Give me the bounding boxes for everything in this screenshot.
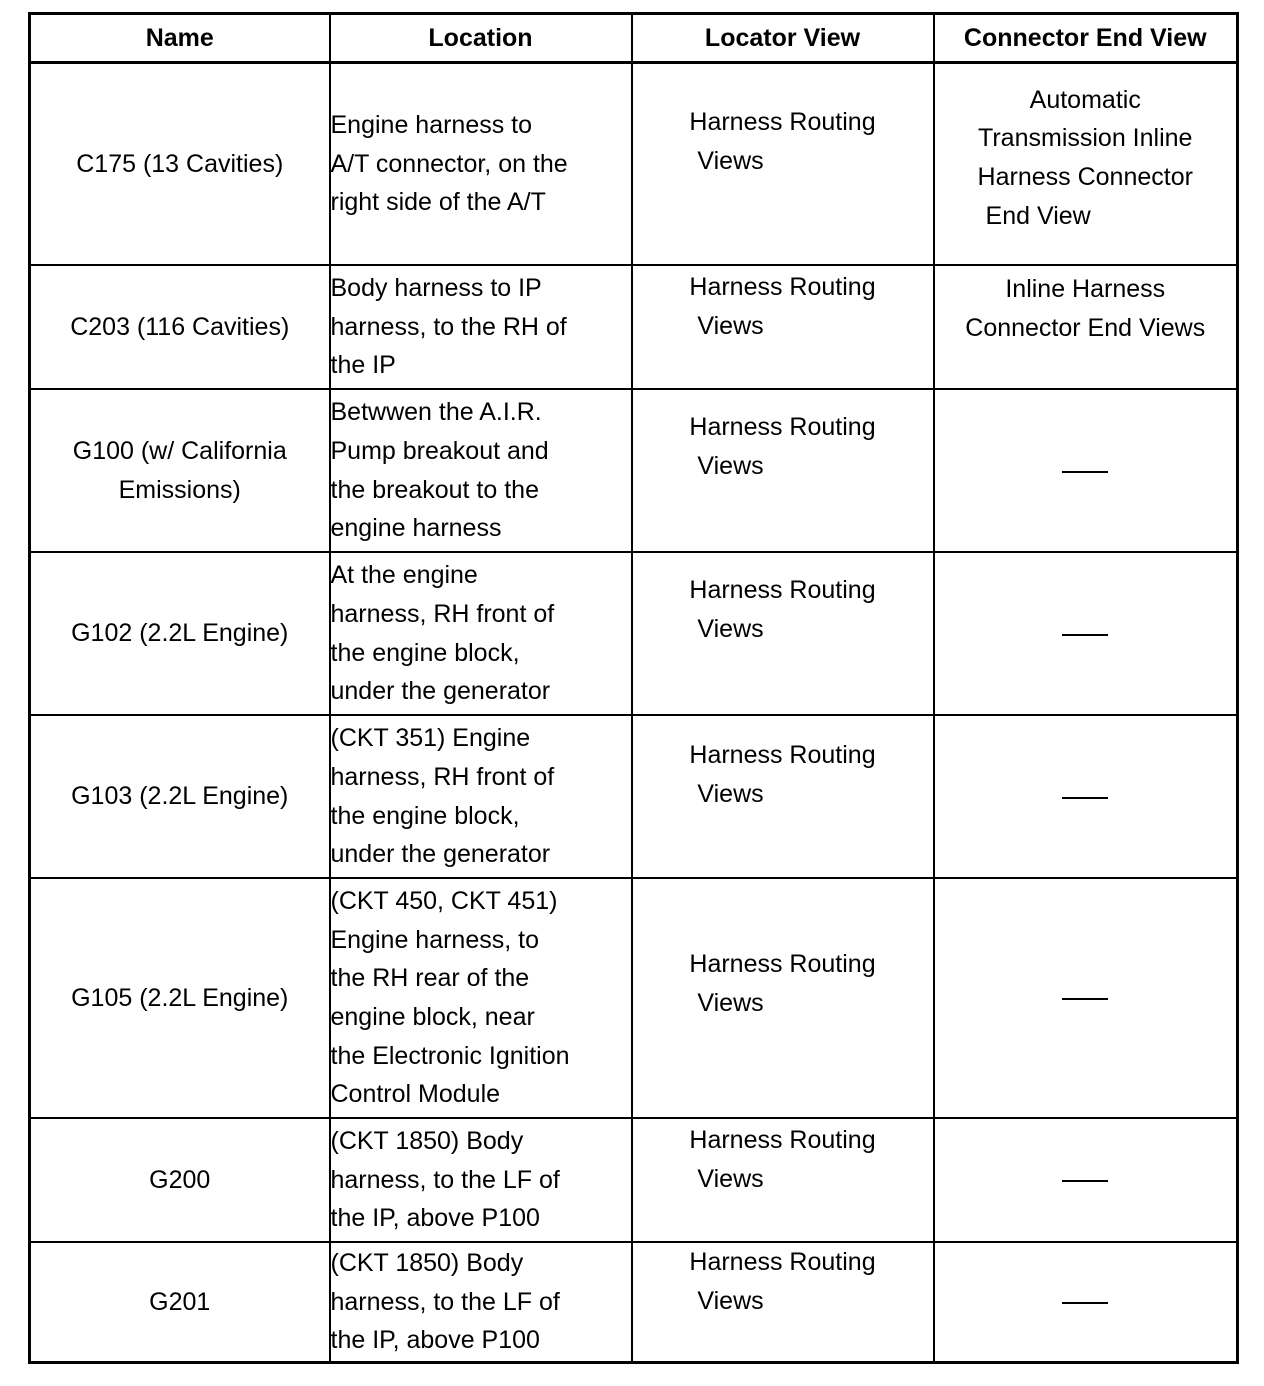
locator-view-line: Views: [697, 989, 764, 1017]
table-row: [30, 552, 1238, 715]
name-text: G102 (2.2L Engine): [71, 619, 289, 648]
location-line: (CKT 1850) Body: [330, 1126, 524, 1155]
cell-locator-view: [632, 1242, 934, 1363]
locator-view-line: Harness Routing: [689, 1126, 876, 1155]
header-locator-view: Locator View: [632, 14, 934, 63]
cell-connector-end-view: [934, 1242, 1238, 1363]
cell-locator-view: [632, 63, 934, 266]
location-line: Body harness to IP: [330, 273, 542, 302]
table-row: [30, 715, 1238, 878]
location-line: the breakout to the: [330, 475, 539, 504]
location-line: A/T connector, on the: [330, 149, 568, 178]
locator-view-line: Views: [697, 779, 764, 808]
connector-end-view-line: Transmission Inline: [978, 124, 1193, 153]
table-header-row: [30, 14, 1238, 63]
cell-locator-view: [632, 878, 934, 1118]
cell-name: [30, 878, 330, 1118]
empty-value-dash: [1062, 998, 1108, 1000]
location-line: (CKT 351) Engine: [330, 724, 531, 753]
location-line: Engine harness to: [330, 110, 533, 139]
cell-locator-view: [632, 715, 934, 878]
location-line: harness, RH front of: [330, 762, 555, 791]
locator-view-line: Views: [697, 1287, 764, 1315]
cell-locator-view: [632, 389, 934, 552]
cell-connector-end-view: [934, 63, 1238, 266]
location-line: the RH rear of the: [330, 964, 530, 993]
table-row: [30, 1118, 1238, 1242]
location-line: the engine block,: [330, 801, 520, 830]
cell-locator-view: [632, 265, 934, 389]
connector-end-view-line: Automatic: [1029, 85, 1141, 114]
table-row: [30, 389, 1238, 552]
header-location: Location: [330, 14, 632, 63]
connector-end-view-line: Connector End Views: [965, 314, 1206, 342]
location-line: Betwwen the A.I.R.: [330, 398, 542, 427]
name-text: G105 (2.2L Engine): [71, 983, 289, 1012]
table-row: [30, 1242, 1238, 1363]
name-line: G100 (w/ California: [72, 436, 287, 465]
locator-view-line: Views: [697, 147, 764, 175]
location-line: engine block, near: [330, 1003, 535, 1031]
cell-connector-end-view: [934, 389, 1238, 552]
cell-location: [330, 1242, 632, 1363]
table-row: [30, 63, 1238, 266]
empty-value-dash: [1062, 1180, 1108, 1182]
empty-value-dash: [1062, 1302, 1108, 1304]
cell-location: [330, 552, 632, 715]
name-text: G200: [149, 1165, 211, 1194]
locator-view-line: Harness Routing: [689, 1248, 876, 1277]
location-line: the Electronic Ignition: [330, 1041, 570, 1070]
name-text: C175 (13 Cavities): [76, 149, 284, 178]
cell-connector-end-view: [934, 715, 1238, 878]
cell-location: [330, 265, 632, 389]
location-line: the IP, above P100: [330, 1204, 540, 1233]
cell-location: [330, 715, 632, 878]
location-line: right side of the A/T: [330, 188, 546, 217]
cell-location: [330, 878, 632, 1118]
cell-name: [30, 1118, 330, 1242]
cell-connector-end-view: [934, 1118, 1238, 1242]
location-line: harness, to the LF of: [330, 1165, 560, 1194]
cell-name: [30, 63, 330, 266]
locator-view-line: Views: [697, 451, 764, 480]
location-line: under the generator: [330, 840, 551, 869]
location-line: (CKT 450, CKT 451): [330, 886, 558, 915]
locator-view-line: Harness Routing: [689, 740, 876, 769]
cell-name: [30, 389, 330, 552]
locator-view-line: Harness Routing: [689, 273, 876, 302]
location-line: the IP, above P100: [330, 1326, 540, 1355]
cell-connector-end-view: [934, 265, 1238, 389]
cell-name: [30, 552, 330, 715]
empty-value-dash: [1062, 471, 1108, 473]
cell-name: [30, 1242, 330, 1363]
location-line: harness, RH front of: [330, 599, 555, 628]
connector-end-view-line: End View: [985, 201, 1091, 230]
name-text: G103 (2.2L Engine): [71, 782, 289, 811]
location-line: the engine block,: [330, 638, 520, 667]
cell-name: [30, 715, 330, 878]
header-connector-end-view: Connector End View: [934, 14, 1238, 63]
cell-location: [330, 63, 632, 266]
locator-view-line: Views: [697, 312, 764, 340]
cell-locator-view: [632, 1118, 934, 1242]
location-line: At the engine: [330, 561, 478, 590]
cell-locator-view: [632, 552, 934, 715]
locator-view-line: Views: [697, 1165, 764, 1193]
locator-view-line: Harness Routing: [689, 575, 876, 604]
name-text: G201: [149, 1287, 211, 1316]
locator-view-line: Harness Routing: [689, 108, 876, 137]
header-name: Name: [30, 14, 330, 63]
table-row: [30, 878, 1238, 1118]
table-row: [30, 265, 1238, 389]
locator-view-line: Views: [697, 614, 764, 643]
cell-connector-end-view: [934, 878, 1238, 1118]
location-line: the IP: [330, 351, 396, 380]
location-line: (CKT 1850) Body: [330, 1248, 524, 1277]
location-line: under the generator: [330, 677, 551, 706]
cell-location: [330, 1118, 632, 1242]
name-line: Emissions): [118, 475, 241, 504]
location-line: harness, to the LF of: [330, 1287, 560, 1316]
locator-view-line: Harness Routing: [689, 412, 876, 441]
cell-name: [30, 265, 330, 389]
cell-location: [330, 389, 632, 552]
document-page: [28, 12, 1236, 1364]
connector-end-view-line: Harness Connector: [977, 163, 1193, 191]
locator-view-line: Harness Routing: [689, 950, 876, 979]
empty-value-dash: [1062, 797, 1108, 799]
location-line: engine harness: [330, 514, 502, 543]
name-text: C203 (116 Cavities): [70, 312, 290, 341]
location-line: Pump breakout and: [330, 436, 549, 465]
cell-connector-end-view: [934, 552, 1238, 715]
connector-end-view-line: Inline Harness: [1005, 275, 1166, 304]
location-line: harness, to the RH of: [330, 312, 567, 341]
component-location-table: [28, 12, 1239, 1364]
location-line: Control Module: [330, 1080, 501, 1109]
location-line: Engine harness, to: [330, 925, 539, 954]
empty-value-dash: [1062, 634, 1108, 636]
